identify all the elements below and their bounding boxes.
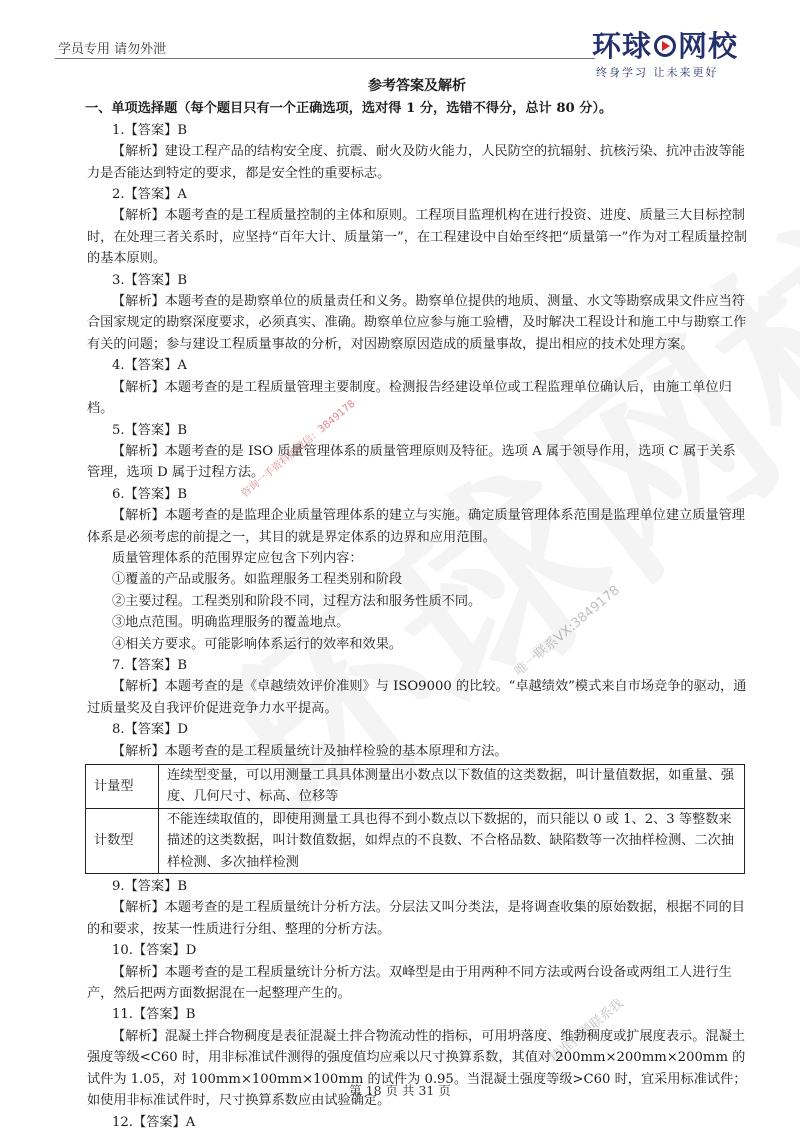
analysis-q1: 【解析】建设工程产品的结构安全度、抗震、耐火及防火能力，人民防空的抗辐射、抗核污染、抗冲击波等能力是否能达到特定的要求，都是安全性的重要标志。 [87,144,745,181]
header-rule [55,58,595,59]
table-row [86,808,745,873]
analysis-q2: 【解析】本题考查的是工程质量控制的主体和原则。工程项目监理机构在进行投资、进度、质量三大目标控制时，在处理三者关系时，应坚持“百年大计、质量第一”，在工程建设中自始至终把“质量第一”作为对工程质量控制的基本原则。 [87,208,747,267]
analysis-q5: 【解析】本题考查的是 ISO 质量管理体系的质量管理原则及特征。选项 A 属于领导作用，选项 C 属于关系管理，选项 D 属于过程方法。 [87,443,736,481]
analysis-q9: 【解析】本题考查的是工程质量统计分析方法。分层法又叫分类法，是将调查收集的原始数据，根据不同的目的和要求，按某一性质进行分组、整理的分析方法。 [87,900,745,937]
contact-stamp-3: 精准押题联系我 [547,996,627,1067]
scope-intro: 质量管理体系的范围界定应包含下列内容： [112,550,363,566]
answer-q3: 3.【答案】B [112,272,188,288]
logo-slogan: 终身学习 让未来更好 [596,66,719,79]
answer-q11: 11.【答案】B [112,1007,196,1023]
document-body [87,76,747,1133]
section-heading: 一、单项选择题（每个题目只有一个正确选项，选对得 1 分，选错不得分，总计 80 分）。 [85,101,613,117]
table-cell-text: 连续型变量，可以用测量工具具体测量出小数点以下数值的这类数据，叫计量值数据，如重量、强度、几何尺寸、标高、位移等 [159,765,745,809]
answer-q8: 8.【答案】D [112,722,188,738]
answer-q6: 6.【答案】B [112,486,188,502]
scope-item-3: ③地点范围。明确监理服务的覆盖地点。 [112,615,350,631]
answer-q9: 9.【答案】B [112,879,188,895]
analysis-q11: 【解析】混凝土拌合物稠度是表征混凝土拌合物流动性的指标，可用坍落度、维勃稠度或扩展度表示。混凝土强度等级<C60 时，用非标准试件测得的强度值均应乘以尺寸换算系数，其值对 200mm×200mm×200mm 的试件为 1.05，对 100mm×100mm×100mm 的试件为 0.95。当混凝土强度等级>C60 时，宜采用标准试件；如使用非标准试件时，尺寸换算系数应由试验确定。 [87,1028,747,1109]
page-number: 第 18 页 共 31 页 [349,1083,451,1098]
logo-text-part2: 网校 [678,29,739,63]
doc-title: 参考答案及解析 [368,78,466,94]
table-row [86,765,745,809]
brand-logo [592,30,742,80]
scope-item-2: ②主要过程。工程类别和阶段不同，过程方法和服务性质不同。 [112,593,482,609]
data-type-table [85,764,745,874]
analysis-q4: 【解析】本题考查的是工程质量管理主要制度。检测报告经建设单位或工程监理单位确认后，由施工单位归档。 [87,379,732,417]
header-left-text: 学员专用 请勿外泄 [58,42,167,57]
table-cell-label: 计数型 [86,808,159,873]
answer-q10: 10.【答案】D [112,943,197,959]
answer-q5: 5.【答案】B [112,422,188,438]
table-cell-text: 不能连续取值的，即使用测量工具也得不到小数点以下数据的，而只能以 0 或 1、2、3 等整数来描述的这类数据，叫计数值数据，如焊点的不良数、不合格品数、缺陷数等一次抽样检测、二次抽样检测、多次抽样检测 [159,808,745,873]
contact-stamp-2: 唯一联系VX:3849178 [511,582,623,680]
answer-q2: 2.【答案】A [112,187,187,203]
scope-item-4: ④相关方要求。可能影响体系运行的效率和效果。 [112,636,403,652]
answer-q1: 1.【答案】B [112,122,188,138]
analysis-q8: 【解析】本题考查的是工程质量统计及抽样检验的基本原理和方法。 [112,743,508,759]
logo-text-part1: 环球 [592,29,653,63]
table-cell-label: 计量型 [86,765,159,809]
analysis-q7: 【解析】本题考查的是《卓越绩效评价准则》与 ISO9000 的比较。“卓越绩效”模式来自市场竞争的驱动，通过质量奖及自我评价促进竞争力水平提高。 [87,679,747,716]
answer-q12: 12.【答案】A [112,1114,196,1130]
answer-q7: 7.【答案】B [112,657,188,673]
scope-item-1: ①覆盖的产品或服务。如监理服务工程类别和阶段 [112,572,403,588]
analysis-q6: 【解析】本题考查的是监理企业质量管理体系的建立与实施。确定质量管理体系范围是监理单位建立质量管理体系是必须考虑的前提之一，其目的就是界定体系的边界和应用范围。 [87,508,745,545]
answer-q4: 4.【答案】A [112,358,187,374]
contact-stamp-1: 咨询一手资料加微信：3849178 [239,398,358,500]
analysis-q3: 【解析】本题考查的是勘察单位的质量责任和义务。勘察单位提供的地质、测量、水文等勘察成果文件应当符合国家规定的勘察深度要求，必须真实、准确。勘察单位应参与施工验槽，及时解决工程设计和施工中与勘察工作有关的问题；参与建设工程质量事故的分析，对因勘察原因造成的质量事故，提出相应的技术处理方案。 [87,294,747,352]
play-icon [654,35,676,57]
analysis-q10: 【解析】本题考查的是工程质量统计分析方法。双峰型是由于用两种不同方法或两台设备或两组工人进行生产，然后把两方面数据混在一起整理产生的。 [87,964,732,1002]
